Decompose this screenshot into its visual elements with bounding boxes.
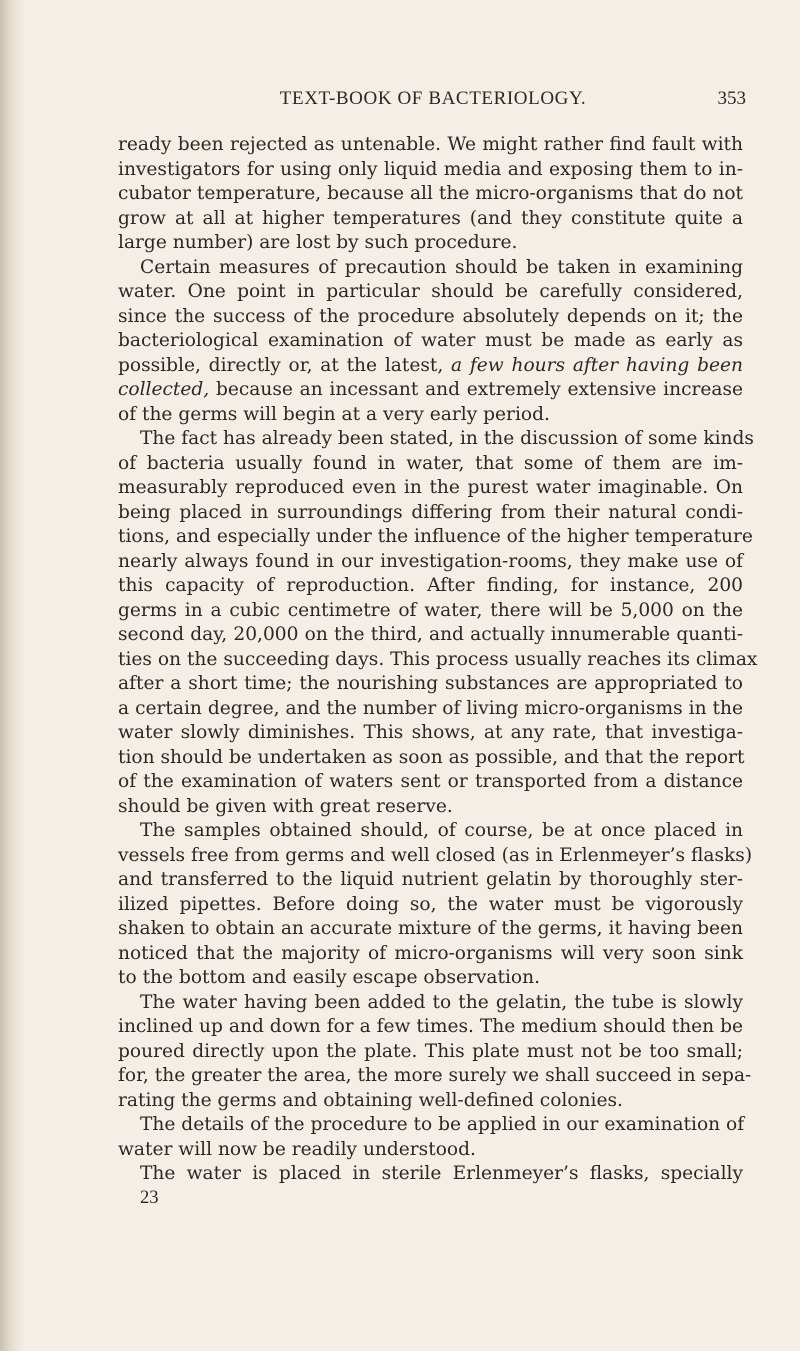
- text-line: [118, 501, 743, 526]
- line-text: of the examination of waters sent or transported from a distance: [118, 771, 743, 792]
- text-line: [118, 403, 743, 428]
- text-line: [118, 746, 743, 771]
- line-text: vessels free from germs and well closed (as in Erlenmeyer’s flasks): [118, 844, 753, 866]
- text-line: [118, 697, 743, 722]
- page-binding-edge: [0, 0, 24, 1351]
- text-line: [118, 280, 743, 305]
- text-line: [118, 795, 743, 820]
- line-text: ties on the succeeding days. This process usually reaches its climax: [118, 648, 758, 670]
- line-text: poured directly upon the plate. This plate must not be too small;: [118, 1040, 743, 1062]
- text-line: [118, 942, 743, 967]
- line-text: water slowly diminishes. This shows, at any rate, that investiga-: [118, 722, 743, 743]
- line-text: nearly always found in our investigation-rooms, they make use of: [118, 550, 743, 572]
- body-text: [118, 133, 758, 1187]
- line-text: rating the germs and obtaining well-defined colonies.: [118, 1089, 623, 1111]
- text-line: [118, 525, 753, 550]
- text-line: [118, 133, 743, 158]
- line-text: should be given with great reserve.: [118, 795, 453, 817]
- line-text: since the success of the procedure absolutely depends on it; the: [118, 305, 743, 327]
- line-emphasis: collected,: [118, 379, 210, 400]
- line-text: this capacity of reproduction. After finding, for instance, 200: [118, 575, 743, 596]
- line-text: to the bottom and easily escape observation.: [118, 967, 541, 988]
- line-text: ilized pipettes. Before doing so, the water must be vigorously: [118, 893, 743, 915]
- line-text: grow at all at higher temperatures (and they constitute quite a: [118, 207, 743, 229]
- line-text: for, the greater the area, the more surely we shall succeed in sepa-: [118, 1065, 752, 1086]
- line-text: The water is placed in sterile Erlenmeyer’s flasks, specially: [140, 1163, 743, 1184]
- line-text: Certain measures of precaution should be taken in examining: [140, 256, 743, 278]
- line-text: because an incessant and extremely extensive increase: [209, 379, 743, 400]
- line-text: noticed that the majority of micro-organisms will very soon sink: [118, 942, 743, 964]
- line-text: possible, directly or, at the latest,: [118, 354, 452, 376]
- text-line: [118, 1138, 743, 1163]
- text-line: [118, 476, 743, 501]
- text-line: [118, 378, 743, 403]
- text-line: [118, 231, 743, 256]
- text-line: [118, 917, 743, 942]
- text-line: [118, 574, 743, 599]
- line-text: shaken to obtain an accurate mixture of the germs, it having been: [118, 918, 744, 939]
- line-text: tion should be undertaken as soon as possible, and that the report: [118, 746, 745, 768]
- text-line: [118, 623, 743, 648]
- text-line: [118, 1089, 743, 1114]
- running-title: TEXT-BOOK OF BACTERIOLOGY.: [279, 88, 587, 109]
- text-line: [118, 991, 743, 1016]
- text-line: [118, 1040, 743, 1065]
- text-line: [118, 648, 758, 673]
- text-line: [118, 1064, 752, 1089]
- text-line: [118, 329, 743, 354]
- line-text: measurably reproduced even in the purest water imaginable. On: [118, 477, 743, 498]
- line-text: The samples obtained should, of course, be at once placed in: [140, 820, 743, 841]
- text-line: [118, 966, 743, 991]
- line-text: second day, 20,000 on the third, and actually innumerable quanti-: [118, 624, 743, 645]
- signature-mark: 23: [140, 1187, 159, 1208]
- text-line: [118, 207, 743, 232]
- text-line: [118, 305, 743, 330]
- text-line: [118, 844, 753, 869]
- text-line: [118, 158, 743, 183]
- line-text: The fact has already been stated, in the discussion of some kinds: [140, 428, 754, 449]
- line-text: large number) are lost by such procedure.: [118, 232, 518, 253]
- line-text: tions, and especially under the influence of the higher temperature: [118, 526, 753, 547]
- text-line: [118, 452, 743, 477]
- text-line: [118, 182, 743, 207]
- line-text: of bacteria usually found in water, that some of them are im-: [118, 452, 743, 474]
- line-text: water. One point in particular should be carefully considered,: [118, 281, 743, 302]
- text-line: [118, 1015, 743, 1040]
- line-text: water will now be readily understood.: [118, 1138, 476, 1160]
- page-number: 353: [717, 88, 746, 109]
- text-line: [118, 721, 743, 746]
- text-line: [118, 770, 743, 795]
- line-text: The water having been added to the gelatin, the tube is slowly: [140, 991, 743, 1013]
- line-text: a certain degree, and the number of living micro-organisms in the: [118, 697, 743, 719]
- text-line: [118, 672, 743, 697]
- text-line: [118, 599, 743, 624]
- text-line: [118, 427, 754, 452]
- text-line: [118, 868, 743, 893]
- text-line: [118, 550, 743, 575]
- text-line: [118, 256, 743, 281]
- line-text: being placed in surroundings differing from their natural condi-: [118, 501, 743, 523]
- line-text: cubator temperature, because all the micro-organisms that do not: [118, 183, 743, 204]
- text-line: [118, 354, 743, 379]
- line-text: bacteriological examination of water must be made as early as: [118, 330, 743, 351]
- text-line: [118, 893, 743, 918]
- text-line: [118, 819, 743, 844]
- text-line: [118, 1162, 743, 1187]
- running-head: [120, 88, 746, 114]
- line-text: germs in a cubic centimetre of water, there will be 5,000 on the: [118, 599, 743, 621]
- line-text: of the germs will begin at a very early period.: [118, 403, 550, 425]
- line-text: ready been rejected as untenable. We might rather find fault with: [118, 134, 743, 155]
- line-text: The details of the procedure to be applied in our examination of: [140, 1114, 745, 1135]
- line-text: investigators for using only liquid media and exposing them to in-: [118, 158, 743, 180]
- line-emphasis: a few hours after having been: [451, 354, 743, 376]
- line-text: inclined up and down for a few times. The medium should then be: [118, 1016, 743, 1037]
- text-line: [118, 1113, 743, 1138]
- line-text: after a short time; the nourishing substances are appropriated to: [118, 673, 743, 694]
- line-text: and transferred to the liquid nutrient gelatin by thoroughly ster-: [118, 869, 743, 890]
